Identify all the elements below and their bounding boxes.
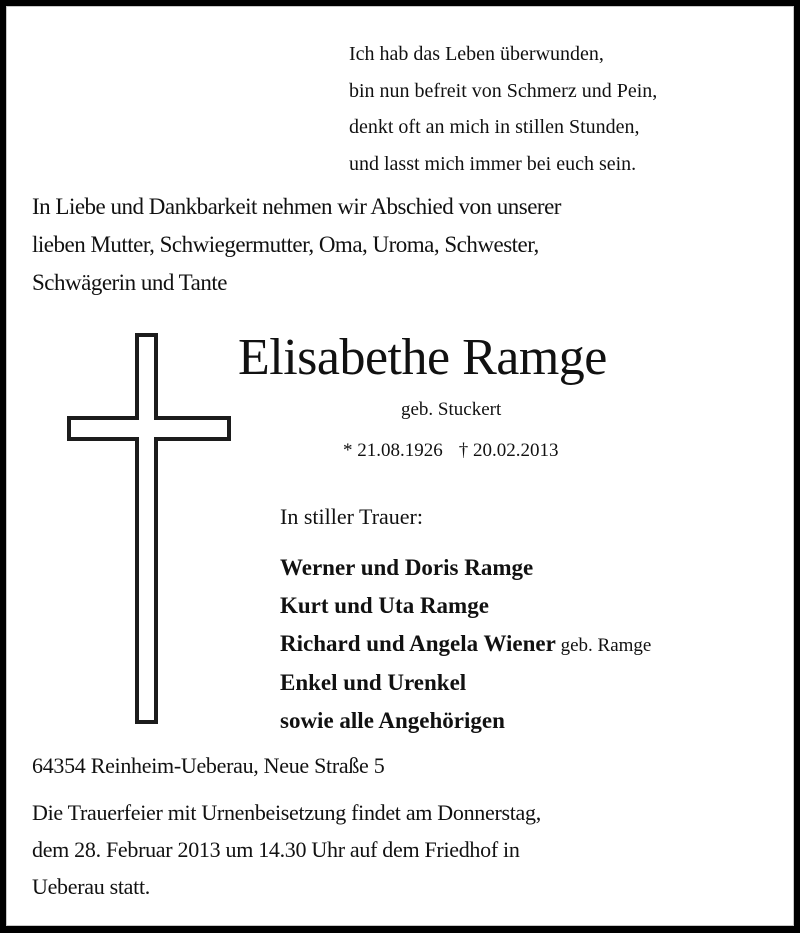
death-date: † 20.02.2013 bbox=[458, 440, 559, 461]
service-info bbox=[32, 794, 541, 905]
mourning-label: In stiller Trauer: bbox=[280, 504, 423, 529]
mourner-item: Enkel und Urenkel bbox=[280, 669, 467, 695]
service-line: dem 28. Februar 2013 um 14.30 Uhr auf dem Friedhof in bbox=[32, 837, 520, 862]
mourner-maiden-note: geb. Ramge bbox=[555, 635, 652, 657]
mourner-item: sowie alle Angehörigen bbox=[280, 707, 505, 733]
birth-date: * 21.08.1926 bbox=[343, 440, 443, 461]
mourner-item: Kurt und Uta Ramge bbox=[280, 593, 489, 619]
service-line: Ueberau statt. bbox=[32, 874, 150, 899]
poem-line: denkt oft an mich in stillen Stunden, bbox=[349, 116, 640, 138]
intro-line: Schwägerin und Tante bbox=[32, 270, 227, 295]
poem-line: Ich hab das Leben überwunden, bbox=[349, 43, 604, 65]
mourners-list bbox=[280, 549, 651, 740]
poem-line: bin nun befreit von Schmerz und Pein, bbox=[349, 79, 658, 102]
intro-line: lieben Mutter, Schwiegermutter, Oma, Uroma, Schwester, bbox=[32, 232, 539, 257]
deceased-name: Elisabethe Ramge bbox=[238, 329, 607, 386]
service-line: Die Trauerfeier mit Urnenbeisetzung findet am Donnerstag, bbox=[32, 800, 541, 825]
obituary-notice bbox=[6, 6, 794, 926]
mourner-item: Richard und Angela Wiener geb. Ramge bbox=[280, 631, 652, 657]
intro-line: In Liebe und Dankbarkeit nehmen wir Abschied von unserer bbox=[32, 194, 561, 219]
cross-icon bbox=[58, 326, 238, 736]
life-dates bbox=[343, 437, 559, 465]
maiden-name: geb. Stuckert bbox=[401, 399, 502, 420]
mourner-item: Werner und Doris Ramge bbox=[280, 555, 534, 580]
poem-line: und lasst mich immer bei euch sein. bbox=[349, 152, 637, 175]
poem bbox=[349, 36, 657, 182]
intro-text bbox=[32, 188, 561, 302]
address: 64354 Reinheim-Ueberau, Neue Straße 5 bbox=[32, 753, 385, 778]
